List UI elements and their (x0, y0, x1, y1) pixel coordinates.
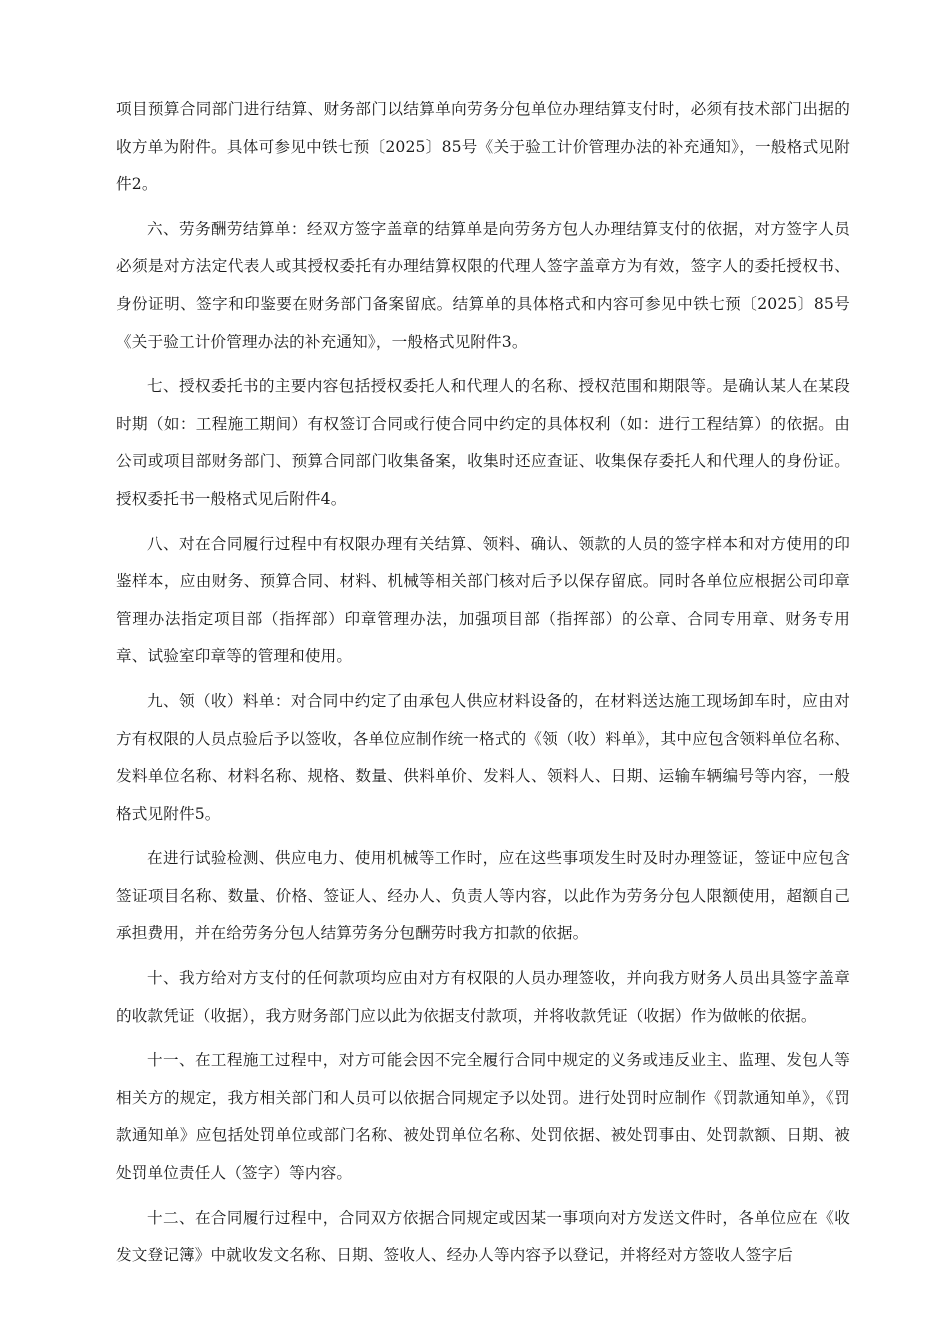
document-body (116, 91, 850, 1282)
paragraph-7-power-of-attorney: 七、授权委托书的主要内容包括授权委托人和代理人的名称、授权范围和期限等。是确认某人在某段时期（如：工程施工期间）有权签订合同或行使合同中约定的具体权利（如：进行工程结算）的依据。由公司或项目部财务部门、预算合同部门收集备案，收集时还应查证、收集保存委托人和代理人的身份证。授权委托书一般格式见后附件4。 (116, 377, 850, 508)
paragraph-continuation: 项目预算合同部门进行结算、财务部门以结算单向劳务分包单位办理结算支付时，必须有技术部门出据的收方单为附件。具体可参见中铁七预〔2025〕85号《关于验工计价管理办法的补充通知》，一般格式见附件2。 (116, 100, 850, 194)
paragraph-8-signature-samples: 八、对在合同履行过程中有权限办理有关结算、领料、确认、领款的人员的签字样本和对方使用的印鉴样本，应由财务、预算合同、材料、机械等相关部门核对后予以保存留底。同时各单位应根据公司印章管理办法指定项目部（指挥部）印章管理办法，加强项目部（指挥部）的公章、合同专用章、财务专用章、试验室印章等的管理和使用。 (116, 534, 850, 666)
paragraph-9-material-receipt: 九、领（收）料单：对合同中约定了由承包人供应材料设备的，在材料送达施工现场卸车时，应由对方有权限的人员点验后予以签收，各单位应制作统一格式的《领（收）料单》，其中应包含领料单位名称、发料单位名称、材料名称、规格、数量、供料单价、发料人、领料人、日期、运输车辆编号等内容，一般格式见附件5。 (116, 691, 850, 823)
paragraph-6-labor-settlement: 六、劳务酬劳结算单：经双方签字盖章的结算单是向劳务方包人办理结算支付的依据，对方签字人员必须是对方法定代表人或其授权委托有办理结算权限的代理人签字盖章方为有效，签字人的委托授权书、身份证明、签字和印鉴要在财务部门备案留底。结算单的具体格式和内容可参见中铁七预〔2025〕85号《关于验工计价管理办法的补充通知》，一般格式见附件3。 (116, 219, 850, 351)
paragraph-visa-handling: 在进行试验检测、供应电力、使用机械等工作时，应在这些事项发生时及时办理签证，签证中应包含签证项目名称、数量、价格、签证人、经办人、负责人等内容，以此作为劳务分包人限额使用，超额自己承担费用，并在给劳务分包人结算劳务分包酬劳时我方扣款的依据。 (116, 849, 850, 943)
paragraph-12-document-register: 十二、在合同履行过程中，合同双方依据合同规定或因某一事项向对方发送文件时，各单位应在《收发文登记簿》中就收发文名称、日期、签收人、经办人等内容予以登记，并将经对方签收人签字后 (116, 1208, 850, 1265)
paragraph-11-penalty-notice: 十一、在工程施工过程中，对方可能会因不完全履行合同中规定的义务或违反业主、监理、发包人等相关方的规定，我方相关部门和人员可以依据合同规定予以处罚。进行处罚时应制作《罚款通知单》，《罚款通知单》应包括处罚单位或部门名称、被处罚单位名称、处罚依据、被处罚事由、处罚款额、日期、被处罚单位责任人（签字）等内容。 (116, 1051, 850, 1183)
paragraph-10-payment-receipt: 十、我方给对方支付的任何款项均应由对方有权限的人员办理签收，并向我方财务人员出具签字盖章的收款凭证（收据），我方财务部门应以此为依据支付款项，并将收款凭证（收据）作为做帐的依据。 (116, 969, 850, 1025)
